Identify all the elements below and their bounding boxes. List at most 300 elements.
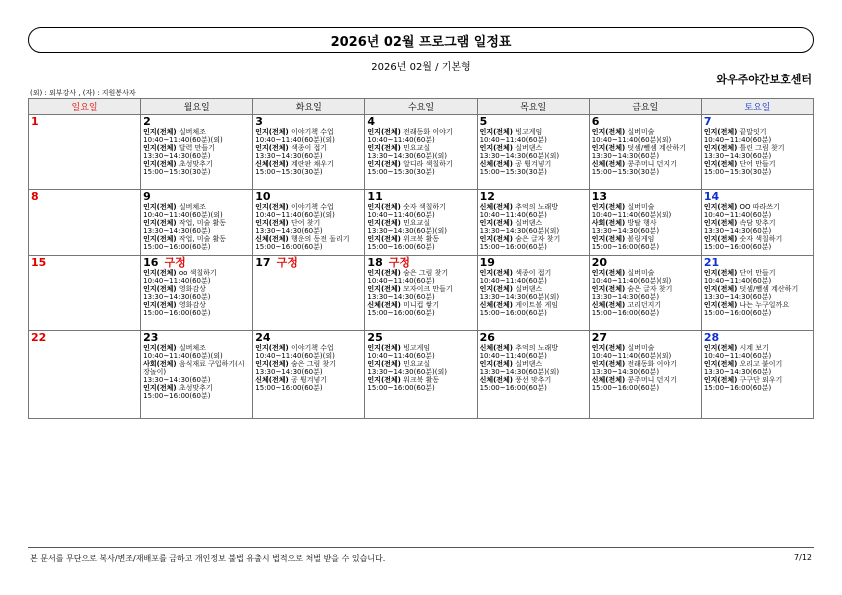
program-name: 숨은 그림 찾기 <box>288 360 336 368</box>
program-item <box>255 235 362 243</box>
program-time: 10:40~11:40(60분)(외) <box>143 136 223 144</box>
program-category: 인지(전체) <box>591 144 626 152</box>
program-name: 실버미술 <box>625 269 655 277</box>
program-name: 민요교실 <box>400 219 431 227</box>
program-time: 13:30~14:30(60분) <box>143 293 211 301</box>
program-item <box>255 360 362 368</box>
program-category: 인지(전체) <box>143 219 177 227</box>
day-number-text: 4 <box>367 115 376 128</box>
program-item <box>592 344 699 352</box>
day-cell <box>141 190 253 256</box>
day-number-text: 5 <box>479 115 488 128</box>
program-name: 공 튕겨넣기 <box>288 376 327 384</box>
program-time: 15:00~16:00(60분) <box>703 384 772 392</box>
program-category: 인지(전체) <box>367 128 401 136</box>
program-category: 인지(전체) <box>367 376 401 384</box>
program-item <box>143 203 250 211</box>
program-name: 워크북 활동 <box>400 376 440 384</box>
page-subtitle: 2026년 02월 / 기본형 <box>371 62 471 73</box>
program-time: 13:30~14:30(60분) <box>143 376 211 384</box>
program-item <box>480 160 587 168</box>
day-cell <box>589 331 701 419</box>
program-name: 초성맞추기 <box>176 384 213 392</box>
program-name: 실버체조 <box>176 128 206 136</box>
day-number <box>367 116 474 128</box>
program-time: 10:40~11:40(60분)(외) <box>255 352 335 360</box>
day-number <box>31 332 138 344</box>
program-time: 10:40~11:40(60분)(외) <box>591 277 672 285</box>
program-item <box>592 235 699 243</box>
program-name: 이야기책 수업 <box>288 344 334 352</box>
program-name: 빙고게임 <box>400 344 431 352</box>
program-name: 모자이크 만들기 <box>400 285 453 293</box>
day-number <box>255 191 362 203</box>
program-item <box>704 301 811 309</box>
program-category: 인지(전체) <box>703 285 738 293</box>
program-category: 인지(전체) <box>367 203 401 211</box>
program-time: 10:40~11:40(60분) <box>479 136 547 144</box>
program-time: 15:00~15:30(30분) <box>255 168 323 176</box>
program-category: 신체(전체) <box>255 160 289 168</box>
day-cell <box>29 115 141 190</box>
program-category: 인지(전체) <box>591 285 626 293</box>
day-number <box>480 257 587 269</box>
program-category: 인지(전체) <box>703 203 738 211</box>
program-name: 전래동화 이야기 <box>400 128 453 136</box>
day-number <box>143 257 250 269</box>
program-time: 13:30~14:30(60분) <box>143 152 211 160</box>
program-time: 10:40~11:40(60분)(외) <box>255 136 335 144</box>
program-item <box>704 376 811 384</box>
program-category: 인지(전체) <box>703 235 738 243</box>
program-time: 10:40~11:40(60분)(외) <box>591 352 672 360</box>
program-item <box>480 269 587 277</box>
program-item <box>143 235 250 243</box>
program-category: 인지(전체) <box>591 235 626 243</box>
program-item <box>143 360 250 376</box>
program-time: 10:40~11:40(60분) <box>703 352 772 360</box>
program-item <box>143 301 250 309</box>
week-row <box>29 115 814 190</box>
program-time: 10:40~11:40(60분) <box>367 211 435 219</box>
program-name: 콩주머니 던지기 <box>625 160 677 168</box>
footer-notice: 본 문서를 무단으로 복사/변조/재배포를 금하고 개인정보 불법 유출시 법적으로 처벌 받을 수 있습니다. <box>30 554 386 563</box>
program-item <box>255 144 362 152</box>
day-cell <box>589 115 701 190</box>
program-item <box>592 285 699 293</box>
day-number <box>143 116 250 128</box>
program-name: 실버미술 <box>625 344 655 352</box>
program-time: 13:30~14:30(60분) <box>703 368 772 376</box>
program-name: 실버댄스 <box>513 144 543 152</box>
program-name: 공 튕겨넣기 <box>513 160 552 168</box>
program-category: 인지(전체) <box>143 344 177 352</box>
program-category: 신체(전체) <box>479 203 514 211</box>
program-name: 빙고게임 <box>513 128 543 136</box>
program-time: 13:30~14:30(60분)(외) <box>367 227 447 235</box>
day-cell <box>365 256 477 331</box>
page-title: 2026년 02월 프로그램 일정표 <box>330 34 512 50</box>
program-category: 인지(전체) <box>591 269 626 277</box>
program-name: 실버체조 <box>176 203 206 211</box>
program-item <box>367 360 474 368</box>
day-number-text: 21 <box>703 256 720 269</box>
program-category: 인지(전체) <box>143 160 177 168</box>
day-cell <box>365 115 477 190</box>
program-time: 15:00~15:30(30분) <box>367 168 435 176</box>
program-time: 15:00~16:00(60분) <box>367 384 435 392</box>
program-name: 위크북 활동 <box>400 235 440 243</box>
program-category: 인지(전체) <box>479 219 514 227</box>
program-item <box>143 144 250 152</box>
program-time: 13:30~14:30(60분)(외) <box>367 368 447 376</box>
program-name: 덧셈/뺄셈 계산하기 <box>737 285 799 293</box>
day-cell <box>589 256 701 331</box>
program-category: 인지(전체) <box>591 360 626 368</box>
program-name: 실버체조 <box>176 344 206 352</box>
weekday-header-thu: 목요일 <box>477 99 589 115</box>
day-cell <box>253 256 365 331</box>
day-number-text: 15 <box>31 256 47 269</box>
program-name: 음식재료 구입하기(시장놀이) <box>143 360 245 376</box>
day-cell <box>701 115 813 190</box>
weekday-header-tue: 화요일 <box>253 99 365 115</box>
program-name: 알디라 색칠하기 <box>400 160 453 168</box>
program-name: 색종이 접기 <box>513 269 552 277</box>
program-category: 인지(전체) <box>479 360 514 368</box>
program-name: 실버미술 <box>625 203 655 211</box>
program-category: 인지(전체) <box>703 269 738 277</box>
program-name: 풍선 맞추기 <box>513 376 552 384</box>
program-time: 10:40~11:40(60분) <box>143 277 211 285</box>
program-name: 민요교실 <box>400 144 431 152</box>
day-number-text: 18 <box>367 256 383 269</box>
day-number <box>31 257 138 269</box>
day-cell <box>29 256 141 331</box>
program-name: 전래동화 이야기 <box>625 360 677 368</box>
program-item <box>255 376 362 384</box>
program-time: 13:30~14:30(60분) <box>591 227 660 235</box>
day-number-text: 10 <box>255 190 271 203</box>
program-time: 13:30~14:30(60분) <box>591 152 660 160</box>
program-time: 10:40~11:40(60분)(외) <box>255 211 335 219</box>
day-number <box>255 332 362 344</box>
program-category: 인지(전체) <box>703 360 738 368</box>
day-number <box>143 191 250 203</box>
program-item <box>255 128 362 136</box>
program-name: 단어 찾기 <box>288 219 321 227</box>
day-number-text: 3 <box>255 115 263 128</box>
program-name: 색종이 접기 <box>288 144 327 152</box>
day-cell <box>253 331 365 419</box>
day-cell <box>253 190 365 256</box>
program-category: 인지(전체) <box>143 384 177 392</box>
program-time: 15:00~16:00(60분) <box>703 309 772 317</box>
day-number <box>143 332 250 344</box>
footer-divider <box>28 547 814 548</box>
program-name: 행운의 동전 돌리기 <box>288 235 350 243</box>
day-cell <box>141 256 253 331</box>
week-row <box>29 190 814 256</box>
program-category: 인지(전체) <box>703 219 738 227</box>
day-number-text: 11 <box>367 190 383 203</box>
program-time: 15:00~15:30(30분) <box>591 168 660 176</box>
program-item <box>592 160 699 168</box>
program-name: 실버댄스 <box>513 219 543 227</box>
program-time: 13:30~14:30(60분) <box>703 152 772 160</box>
program-name: 실버댄스 <box>513 360 543 368</box>
day-cell <box>365 190 477 256</box>
day-number-text: 27 <box>591 331 608 344</box>
program-name: 단어 만들기 <box>737 160 776 168</box>
day-number-text: 14 <box>703 190 720 203</box>
program-category: 사회(전체) <box>591 219 626 227</box>
program-category: 인지(전체) <box>255 360 289 368</box>
program-name: 추억의 노래방 <box>513 344 559 352</box>
day-cell <box>701 256 813 331</box>
day-cell <box>29 331 141 419</box>
day-number <box>31 191 138 203</box>
program-item <box>143 384 250 392</box>
day-number <box>367 191 474 203</box>
document-title-box <box>28 27 814 53</box>
day-number <box>480 191 587 203</box>
program-time: 13:30~14:30(60분) <box>367 293 435 301</box>
program-time: 13:30~14:30(60분) <box>255 227 323 235</box>
program-name: 초성맞추기 <box>176 160 213 168</box>
program-item <box>704 269 811 277</box>
program-name: 이야기책 수업 <box>288 203 334 211</box>
program-category: 인지(전체) <box>479 144 514 152</box>
program-time: 15:00~16:00(60분) <box>703 243 772 251</box>
program-name: 미니컵 쌓기 <box>400 301 440 309</box>
program-name: 오리고 붙이기 <box>737 360 783 368</box>
program-item <box>704 285 811 293</box>
program-item <box>704 160 811 168</box>
weekday-header-mon: 월요일 <box>141 99 253 115</box>
program-time: 15:00~16:00(60분) <box>591 243 660 251</box>
program-name: 실버미술 <box>625 128 655 136</box>
program-name: 고리던지기 <box>625 301 662 309</box>
program-item <box>255 160 362 168</box>
program-category: 인지(전체) <box>703 344 738 352</box>
week-row <box>29 256 814 331</box>
day-number-text: 7 <box>703 115 712 128</box>
calendar-table <box>28 98 814 419</box>
day-cell <box>701 331 813 419</box>
program-time: 15:00~16:00(60분) <box>591 309 660 317</box>
day-number <box>255 116 362 128</box>
weekday-header-row <box>29 99 814 115</box>
program-time: 10:40~11:40(60분)(외) <box>143 211 223 219</box>
day-cell <box>477 256 589 331</box>
program-time: 15:00~16:00(60분) <box>143 309 211 317</box>
program-name: oo 색칠하기 <box>176 269 217 277</box>
program-item <box>704 219 811 227</box>
day-number-text: 22 <box>31 331 47 344</box>
program-item <box>592 301 699 309</box>
program-category: 인지(전체) <box>255 203 289 211</box>
program-name: 콩주머니 던지기 <box>625 376 677 384</box>
day-cell <box>701 190 813 256</box>
program-time: 15:00~16:00(60분) <box>479 309 547 317</box>
program-time: 10:40~11:40(60분)(외) <box>143 352 223 360</box>
program-name: 덧셈/뺄셈 계산하기 <box>625 144 687 152</box>
program-name: 민요교실 <box>400 360 431 368</box>
program-time: 10:40~11:40(60분) <box>479 277 547 285</box>
day-cell <box>477 331 589 419</box>
weekday-header-wed: 수요일 <box>365 99 477 115</box>
program-time: 13:30~14:30(60분) <box>255 368 323 376</box>
day-number-text: 12 <box>479 190 495 203</box>
program-name: 작업, 미술 활동 <box>176 219 227 227</box>
program-name: 게이트볼 게임 <box>513 301 559 309</box>
program-name: 속담 맞추기 <box>737 219 776 227</box>
program-name: 볼링게임 <box>625 235 655 243</box>
program-category: 인지(전체) <box>703 301 738 309</box>
program-category: 인지(전체) <box>143 128 177 136</box>
program-category: 인지(전체) <box>255 219 289 227</box>
day-number <box>592 257 699 269</box>
day-number-text: 1 <box>31 115 39 128</box>
page-number: 7/12 <box>794 553 812 562</box>
program-item <box>592 203 699 211</box>
program-category: 인지(전체) <box>367 144 401 152</box>
program-category: 인지(전체) <box>367 219 401 227</box>
program-category: 신체(전체) <box>479 301 514 309</box>
program-name: 숨은 그림 찾기 <box>400 269 449 277</box>
program-time: 10:40~11:40(60분) <box>479 352 547 360</box>
program-category: 신체(전체) <box>479 160 514 168</box>
program-item <box>255 203 362 211</box>
program-category: 인지(전체) <box>143 301 177 309</box>
program-name: 나는 누구일까요 <box>737 301 790 309</box>
day-number <box>704 257 811 269</box>
program-category: 인지(전체) <box>591 128 626 136</box>
program-time: 10:40~11:40(60분) <box>367 136 435 144</box>
program-time: 10:40~11:40(60분) <box>367 277 435 285</box>
program-time: 10:40~11:40(60분) <box>703 136 772 144</box>
program-item <box>480 376 587 384</box>
program-item <box>143 219 250 227</box>
program-name: 숨은 글자 찾기 <box>513 235 561 243</box>
program-time: 15:00~16:00(60분) <box>255 384 323 392</box>
program-name: 단어 만들기 <box>737 269 776 277</box>
program-item <box>367 219 474 227</box>
program-item <box>367 203 474 211</box>
week-row <box>29 331 814 419</box>
day-number-text: 19 <box>479 256 495 269</box>
program-item <box>143 344 250 352</box>
program-time: 10:40~11:40(60분) <box>703 277 772 285</box>
program-item <box>704 203 811 211</box>
program-category: 인지(전체) <box>255 144 289 152</box>
program-time: 15:00~15:30(30분) <box>703 168 772 176</box>
program-time: 13:30~14:30(60분)(외) <box>479 368 560 376</box>
program-category: 인지(전체) <box>367 160 401 168</box>
program-item <box>592 360 699 368</box>
program-item <box>592 144 699 152</box>
day-cell <box>253 115 365 190</box>
program-item <box>367 269 474 277</box>
holiday-label: 구정 <box>276 256 298 269</box>
day-number <box>367 257 474 269</box>
program-item <box>704 235 811 243</box>
program-time: 10:40~11:40(60분)(외) <box>591 211 672 219</box>
program-time: 13:30~14:30(60분) <box>143 227 211 235</box>
weekday-header-sat: 토요일 <box>701 99 813 115</box>
program-name: 숫자 색칠하기 <box>400 203 446 211</box>
program-time: 13:30~14:30(60분) <box>591 293 660 301</box>
program-time: 13:30~14:30(60분)(외) <box>479 152 560 160</box>
day-number-text: 20 <box>591 256 608 269</box>
program-category: 신체(전체) <box>367 301 401 309</box>
day-number-text: 6 <box>591 115 600 128</box>
program-item <box>480 344 587 352</box>
program-name: 이야기책 수업 <box>288 128 334 136</box>
program-category: 신체(전체) <box>591 160 626 168</box>
program-item <box>143 285 250 293</box>
program-item <box>367 128 474 136</box>
program-time: 13:30~14:30(60분) <box>703 293 772 301</box>
program-category: 인지(전체) <box>479 128 514 136</box>
program-item <box>255 219 362 227</box>
program-category: 인지(전체) <box>479 269 514 277</box>
program-time: 15:00~16:00(60분) <box>591 384 660 392</box>
program-time: 13:30~14:30(60분)(외) <box>367 152 447 160</box>
program-category: 인지(전체) <box>255 344 289 352</box>
program-category: 신체(전체) <box>255 376 289 384</box>
program-item <box>480 219 587 227</box>
weekday-header-fri: 금요일 <box>589 99 701 115</box>
program-time: 13:30~14:30(60분) <box>703 227 772 235</box>
program-name: 틀린 그림 찾기 <box>737 144 785 152</box>
program-name: 추억의 노래방 <box>513 203 559 211</box>
day-number-text: 13 <box>591 190 608 203</box>
program-item <box>704 360 811 368</box>
holiday-label: 구정 <box>388 256 410 269</box>
program-category: 인지(전체) <box>703 144 738 152</box>
day-number <box>255 257 362 269</box>
day-number <box>592 191 699 203</box>
center-name: 와우주야간보호센터 <box>716 73 812 86</box>
day-number <box>704 332 811 344</box>
program-item <box>480 360 587 368</box>
holiday-label: 구정 <box>164 256 186 269</box>
program-category: 인지(전체) <box>703 376 738 384</box>
day-number-text: 25 <box>367 331 383 344</box>
program-time: 15:00~16:00(60분) <box>479 384 547 392</box>
program-category: 인지(전체) <box>367 344 401 352</box>
program-time: 15:00~15:30(30분) <box>479 168 547 176</box>
program-time: 15:00~16:00(60분) <box>367 243 435 251</box>
program-category: 인지(전체) <box>591 344 626 352</box>
program-category: 인지(전체) <box>143 285 177 293</box>
program-category: 인지(전체) <box>703 128 738 136</box>
day-number-text: 2 <box>143 115 151 128</box>
program-category: 인지(전체) <box>591 203 626 211</box>
day-number-text: 26 <box>479 331 495 344</box>
program-name: 숨은 글자 찾기 <box>625 285 673 293</box>
program-time: 10:40~11:40(60분) <box>479 211 547 219</box>
program-item <box>143 269 250 277</box>
program-name: 영화감상 <box>176 285 206 293</box>
program-category: 인지(전체) <box>367 235 401 243</box>
program-category: 인지(전체) <box>479 285 514 293</box>
day-number <box>480 116 587 128</box>
day-number-text: 9 <box>143 190 151 203</box>
program-category: 신체(전체) <box>591 301 626 309</box>
